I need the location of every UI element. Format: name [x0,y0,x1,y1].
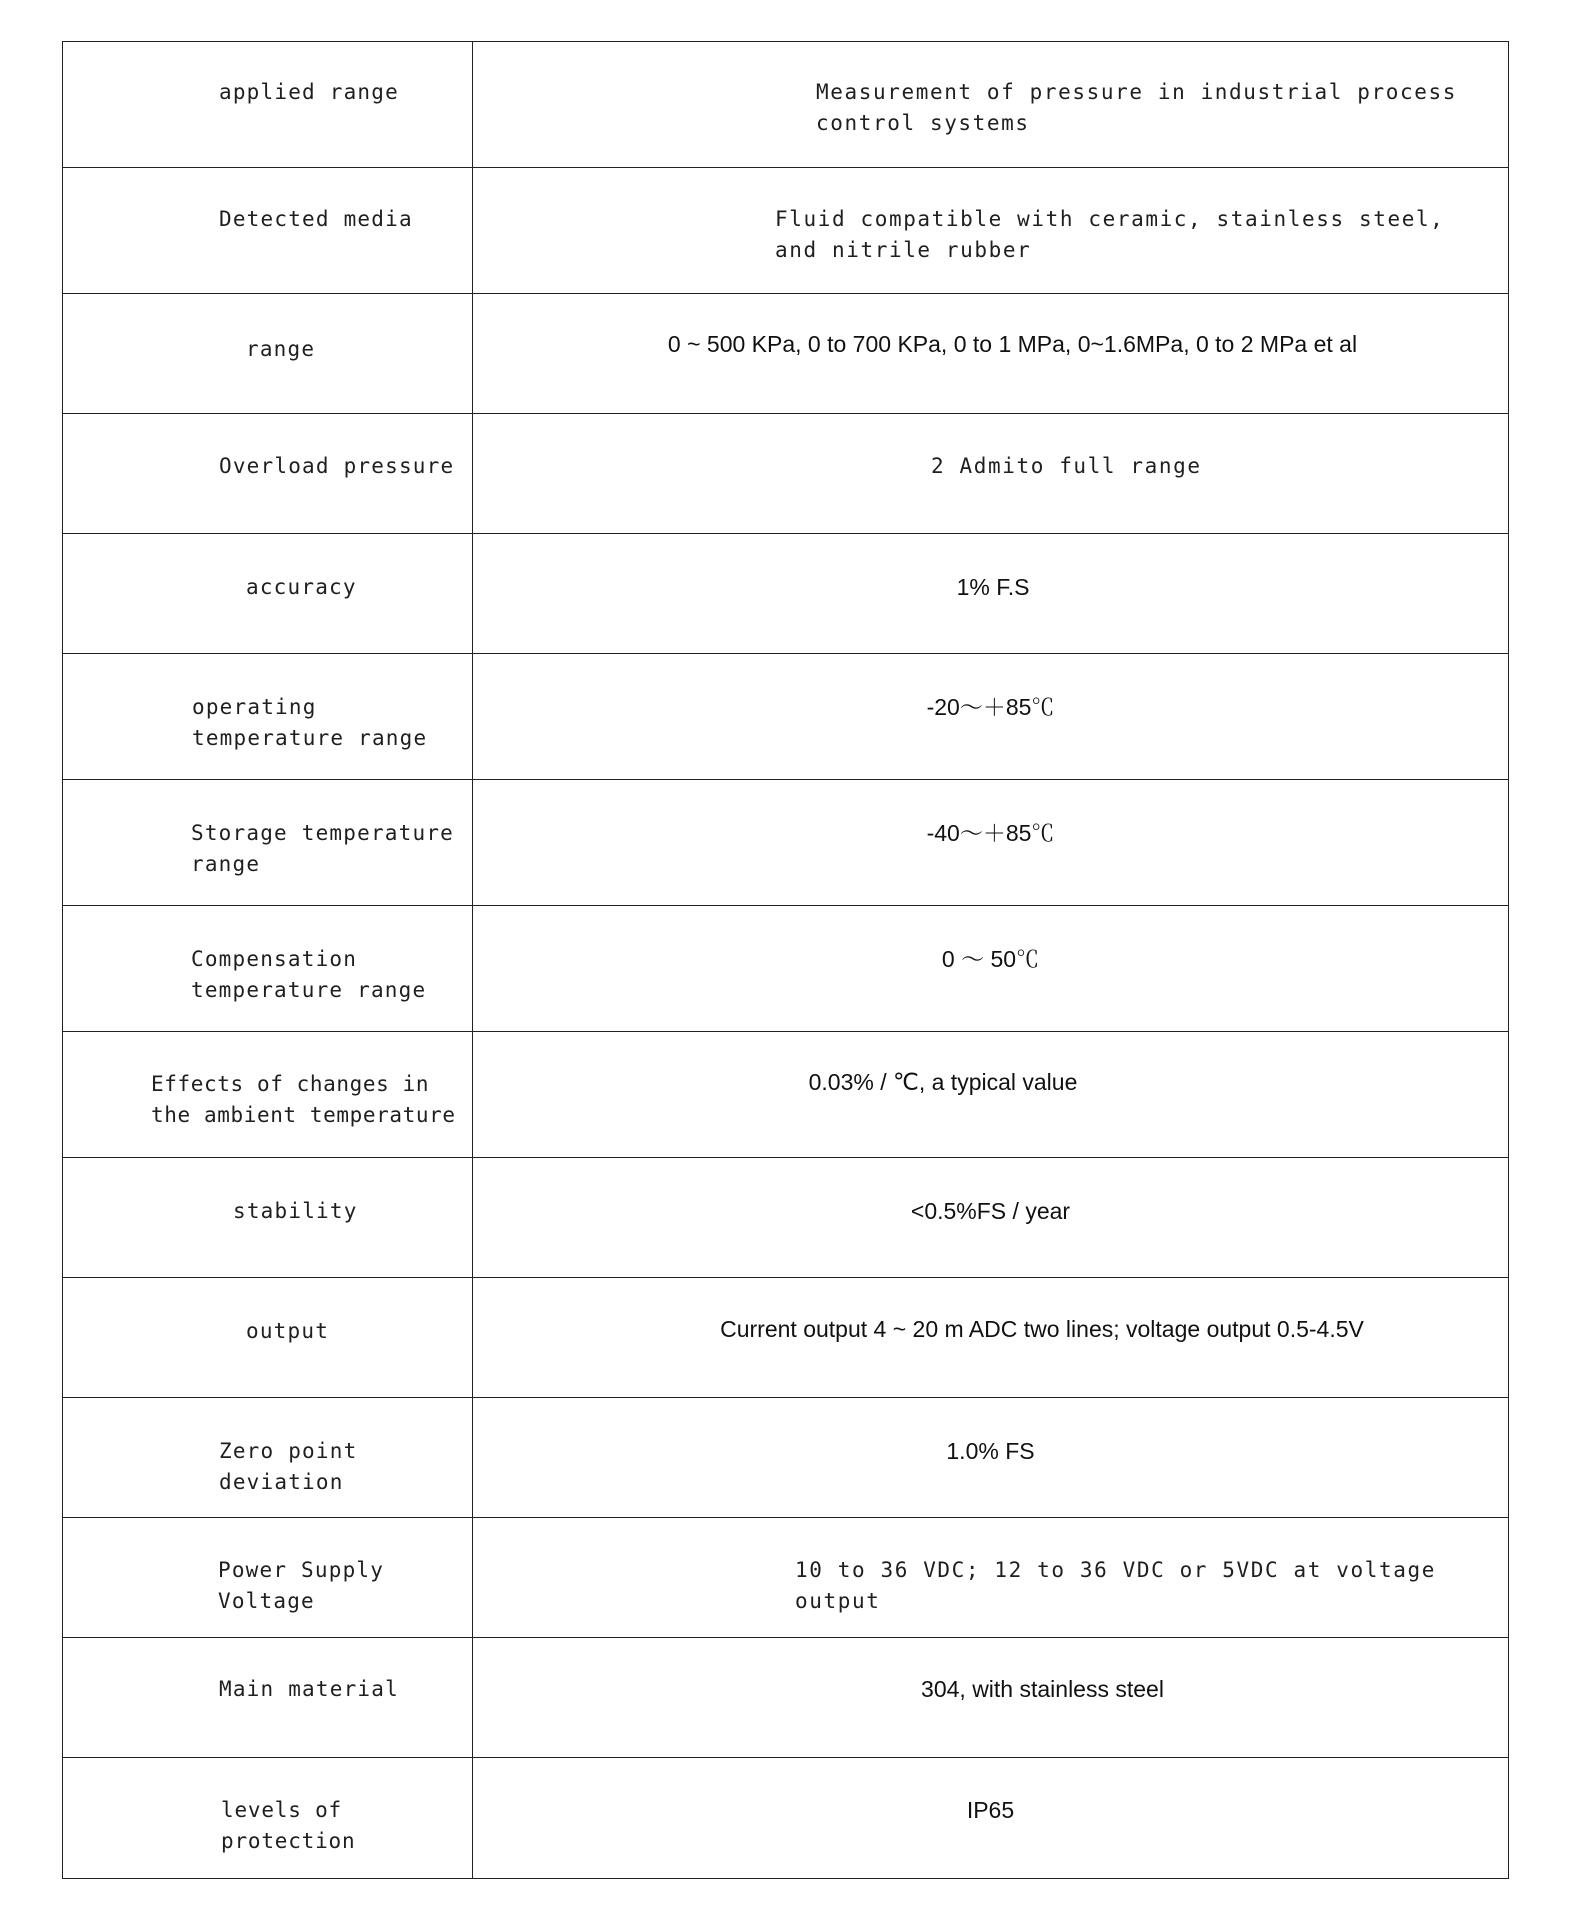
label-cell [63,1032,473,1158]
table-row [63,1158,1509,1278]
row-value: 10 to 36 VDC; 12 to 36 VDC or 5VDC at voltage output [795,1558,1451,1613]
row-value: Fluid compatible with ceramic, stainless steel, and nitrile rubber [775,207,1459,262]
row-label: Power Supply Voltage [218,1558,398,1613]
row-value: 0 ~ 500 KPa, 0 to 700 KPa, 0 to 1 MPa, 0~1.6MPa, 0 to 2 MPa et al [667,331,1358,357]
value-cell [473,42,1509,168]
row-value: -40～＋85℃ [926,820,1055,846]
table-row [63,294,1509,414]
table-row [63,1638,1509,1758]
value-cell [473,168,1509,294]
row-value: -20～＋85℃ [926,694,1055,720]
table-row [63,654,1509,780]
value-cell [473,534,1509,654]
value-cell [473,1032,1509,1158]
label-cell [63,534,473,654]
value-cell [473,414,1509,534]
table-row [63,780,1509,906]
label-cell [63,1158,473,1278]
table-row [63,414,1509,534]
row-label: accuracy [246,575,357,599]
table-row [63,1398,1509,1518]
row-label: operating temperature range [192,695,428,750]
row-value: 1% F.S [956,574,1030,600]
value-cell [473,1398,1509,1518]
value-cell [473,1158,1509,1278]
label-cell [63,42,473,168]
row-value: 1.0% FS [946,1438,1035,1464]
value-cell [473,654,1509,780]
row-label: Zero point deviation [219,1439,372,1494]
label-cell [63,780,473,906]
table-row [63,1518,1509,1638]
label-cell [63,1638,473,1758]
row-value: IP65 [966,1797,1015,1823]
label-cell [63,1278,473,1398]
label-cell [63,294,473,414]
row-value: Measurement of pressure in industrial process control systems [816,80,1472,135]
table-row [63,906,1509,1032]
row-label: Main material [219,1677,399,1701]
row-label: applied range [219,80,399,104]
label-cell [63,168,473,294]
value-cell [473,294,1509,414]
row-value: 0 ～ 50℃ [941,946,1040,972]
row-value: 2 Admito full range [931,454,1202,478]
row-label: output [246,1319,330,1343]
label-cell [63,654,473,780]
row-label: Detected media [219,207,413,231]
table-row [63,534,1509,654]
row-label: Effects of changes in the ambient temperature [151,1072,456,1127]
row-value: 304, with stainless steel [921,1676,1164,1702]
value-cell [473,1758,1509,1879]
row-label: Compensation temperature range [191,947,427,1002]
table-row [63,1032,1509,1158]
value-cell [473,1278,1509,1398]
table-row [63,168,1509,294]
spec-table [62,41,1509,1879]
row-label: range [246,337,316,361]
value-cell [473,1638,1509,1758]
row-value: 0.03% / ℃, a typical value [808,1069,1078,1095]
value-cell [473,780,1509,906]
value-cell [473,1518,1509,1638]
label-cell [63,1758,473,1879]
row-label: levels of protection [221,1798,356,1853]
table-row [63,1758,1509,1879]
row-label: Storage temperature range [191,821,468,876]
label-cell [63,414,473,534]
value-cell [473,906,1509,1032]
table-row [63,42,1509,168]
table-row [63,1278,1509,1398]
label-cell [63,906,473,1032]
row-value: <0.5%FS / year [910,1198,1071,1224]
row-label: stability [233,1199,358,1223]
row-value: Current output 4 ~ 20 m ADC two lines; voltage output 0.5-4.5V [720,1316,1364,1342]
label-cell [63,1398,473,1518]
label-cell [63,1518,473,1638]
row-label: Overload pressure [219,454,455,478]
